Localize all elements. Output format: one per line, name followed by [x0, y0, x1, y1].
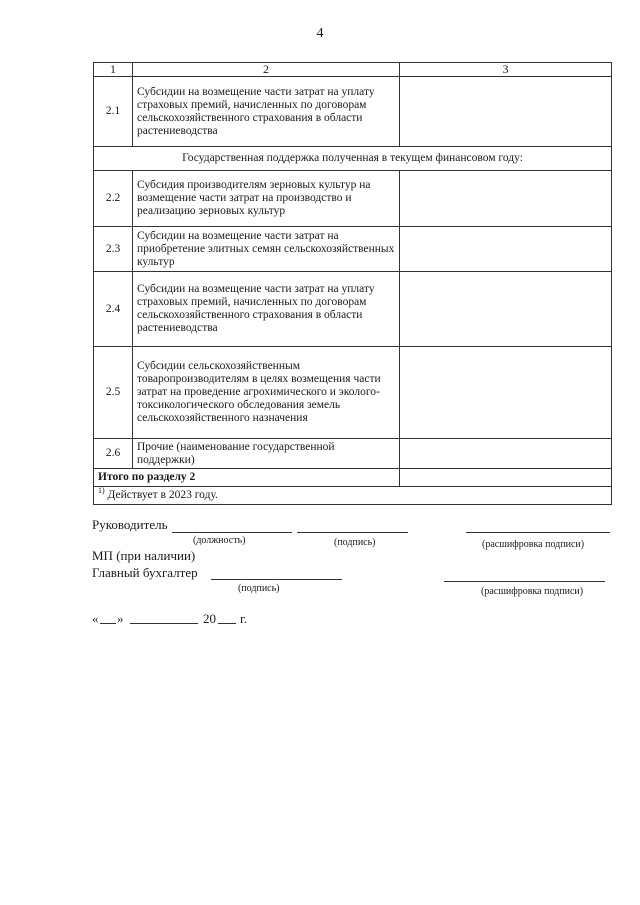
- section-heading: Государственная поддержка полученная в текущем финансовом году:: [94, 147, 612, 171]
- row-description: Субсидии на возмещение части затрат на уплату страховых премий, начисленных по договорам сельскохозяйственного страхования в области растениеводства: [133, 77, 400, 147]
- table-row-2-1: [94, 77, 612, 147]
- row-description: Прочие (наименование государственной поддержки): [133, 439, 400, 469]
- row-value-cell: [400, 347, 612, 439]
- table-header-row: [94, 63, 612, 77]
- position-line: [172, 532, 292, 533]
- date-open-quote: «: [92, 611, 99, 626]
- row-description: Субсидии сельскохозяйственным товаропроизводителям в целях возмещения части затрат на проведение агрохимического и эколого-токсикологического обследования земель сельскохозяйственного назначения: [133, 347, 400, 439]
- row-number: 2.6: [94, 439, 133, 469]
- position-caption: (должность): [193, 535, 246, 546]
- row-number: 2.2: [94, 171, 133, 227]
- row-number: 2.3: [94, 227, 133, 272]
- row-value-cell: [400, 227, 612, 272]
- seal-label: МП (при наличии): [92, 548, 196, 563]
- date-month-line: [130, 623, 198, 624]
- footnote: [94, 487, 612, 505]
- row-description: Субсидии на возмещение части затрат на приобретение элитных семян сельскохозяйственных культур: [133, 227, 400, 272]
- footnote-mark: 1): [98, 486, 105, 496]
- accountant-decoding-caption: (расшифровка подписи): [481, 586, 584, 597]
- row-number: 2.5: [94, 347, 133, 439]
- decoding-caption: (расшифровка подписи): [482, 539, 585, 550]
- date-year-prefix: 20: [203, 611, 216, 626]
- table-row-2-2: [94, 171, 612, 227]
- page-number: 4: [316, 26, 324, 41]
- footnote-row: [94, 487, 612, 505]
- row-description: Субсидия производителям зерновых культур на возмещение части затрат на производство и реализацию зерновых культур: [133, 171, 400, 227]
- row-value-cell: [400, 171, 612, 227]
- row-description: Субсидии на возмещение части затрат на уплату страховых премий, начисленных по договорам сельскохозяйственного страхования в области растениеводства: [133, 272, 400, 347]
- head-label: Руководитель: [92, 517, 168, 532]
- accountant-label: Главный бухгалтер: [92, 565, 198, 580]
- table-row-2-3: [94, 227, 612, 272]
- column-header-1: 1: [94, 63, 133, 77]
- date-year-line: [218, 623, 236, 624]
- total-label: Итого по разделу 2: [94, 469, 400, 487]
- footnote-text: Действует в 2023 году.: [107, 489, 218, 501]
- row-value-cell: [400, 439, 612, 469]
- row-value-cell: [400, 77, 612, 147]
- date-day-line: [100, 623, 116, 624]
- accountant-decoding-line: [444, 581, 605, 582]
- table-row-2-4: [94, 272, 612, 347]
- column-header-2: 2: [133, 63, 400, 77]
- section-heading-row: [94, 147, 612, 171]
- table-row-2-5: [94, 347, 612, 439]
- column-header-3: 3: [400, 63, 612, 77]
- accountant-signature-line: [211, 579, 342, 580]
- support-table: [93, 62, 612, 505]
- total-value-cell: [400, 469, 612, 487]
- row-value-cell: [400, 272, 612, 347]
- row-number: 2.4: [94, 272, 133, 347]
- signature-caption: (подпись): [334, 537, 376, 548]
- decoding-line: [466, 532, 610, 533]
- accountant-signature-caption: (подпись): [238, 583, 280, 594]
- row-number: 2.1: [94, 77, 133, 147]
- table-row-2-6: [94, 439, 612, 469]
- date-close-quote: »: [117, 611, 124, 626]
- date-year-suffix: г.: [240, 611, 248, 626]
- signature-line: [297, 532, 408, 533]
- total-row: [94, 469, 612, 487]
